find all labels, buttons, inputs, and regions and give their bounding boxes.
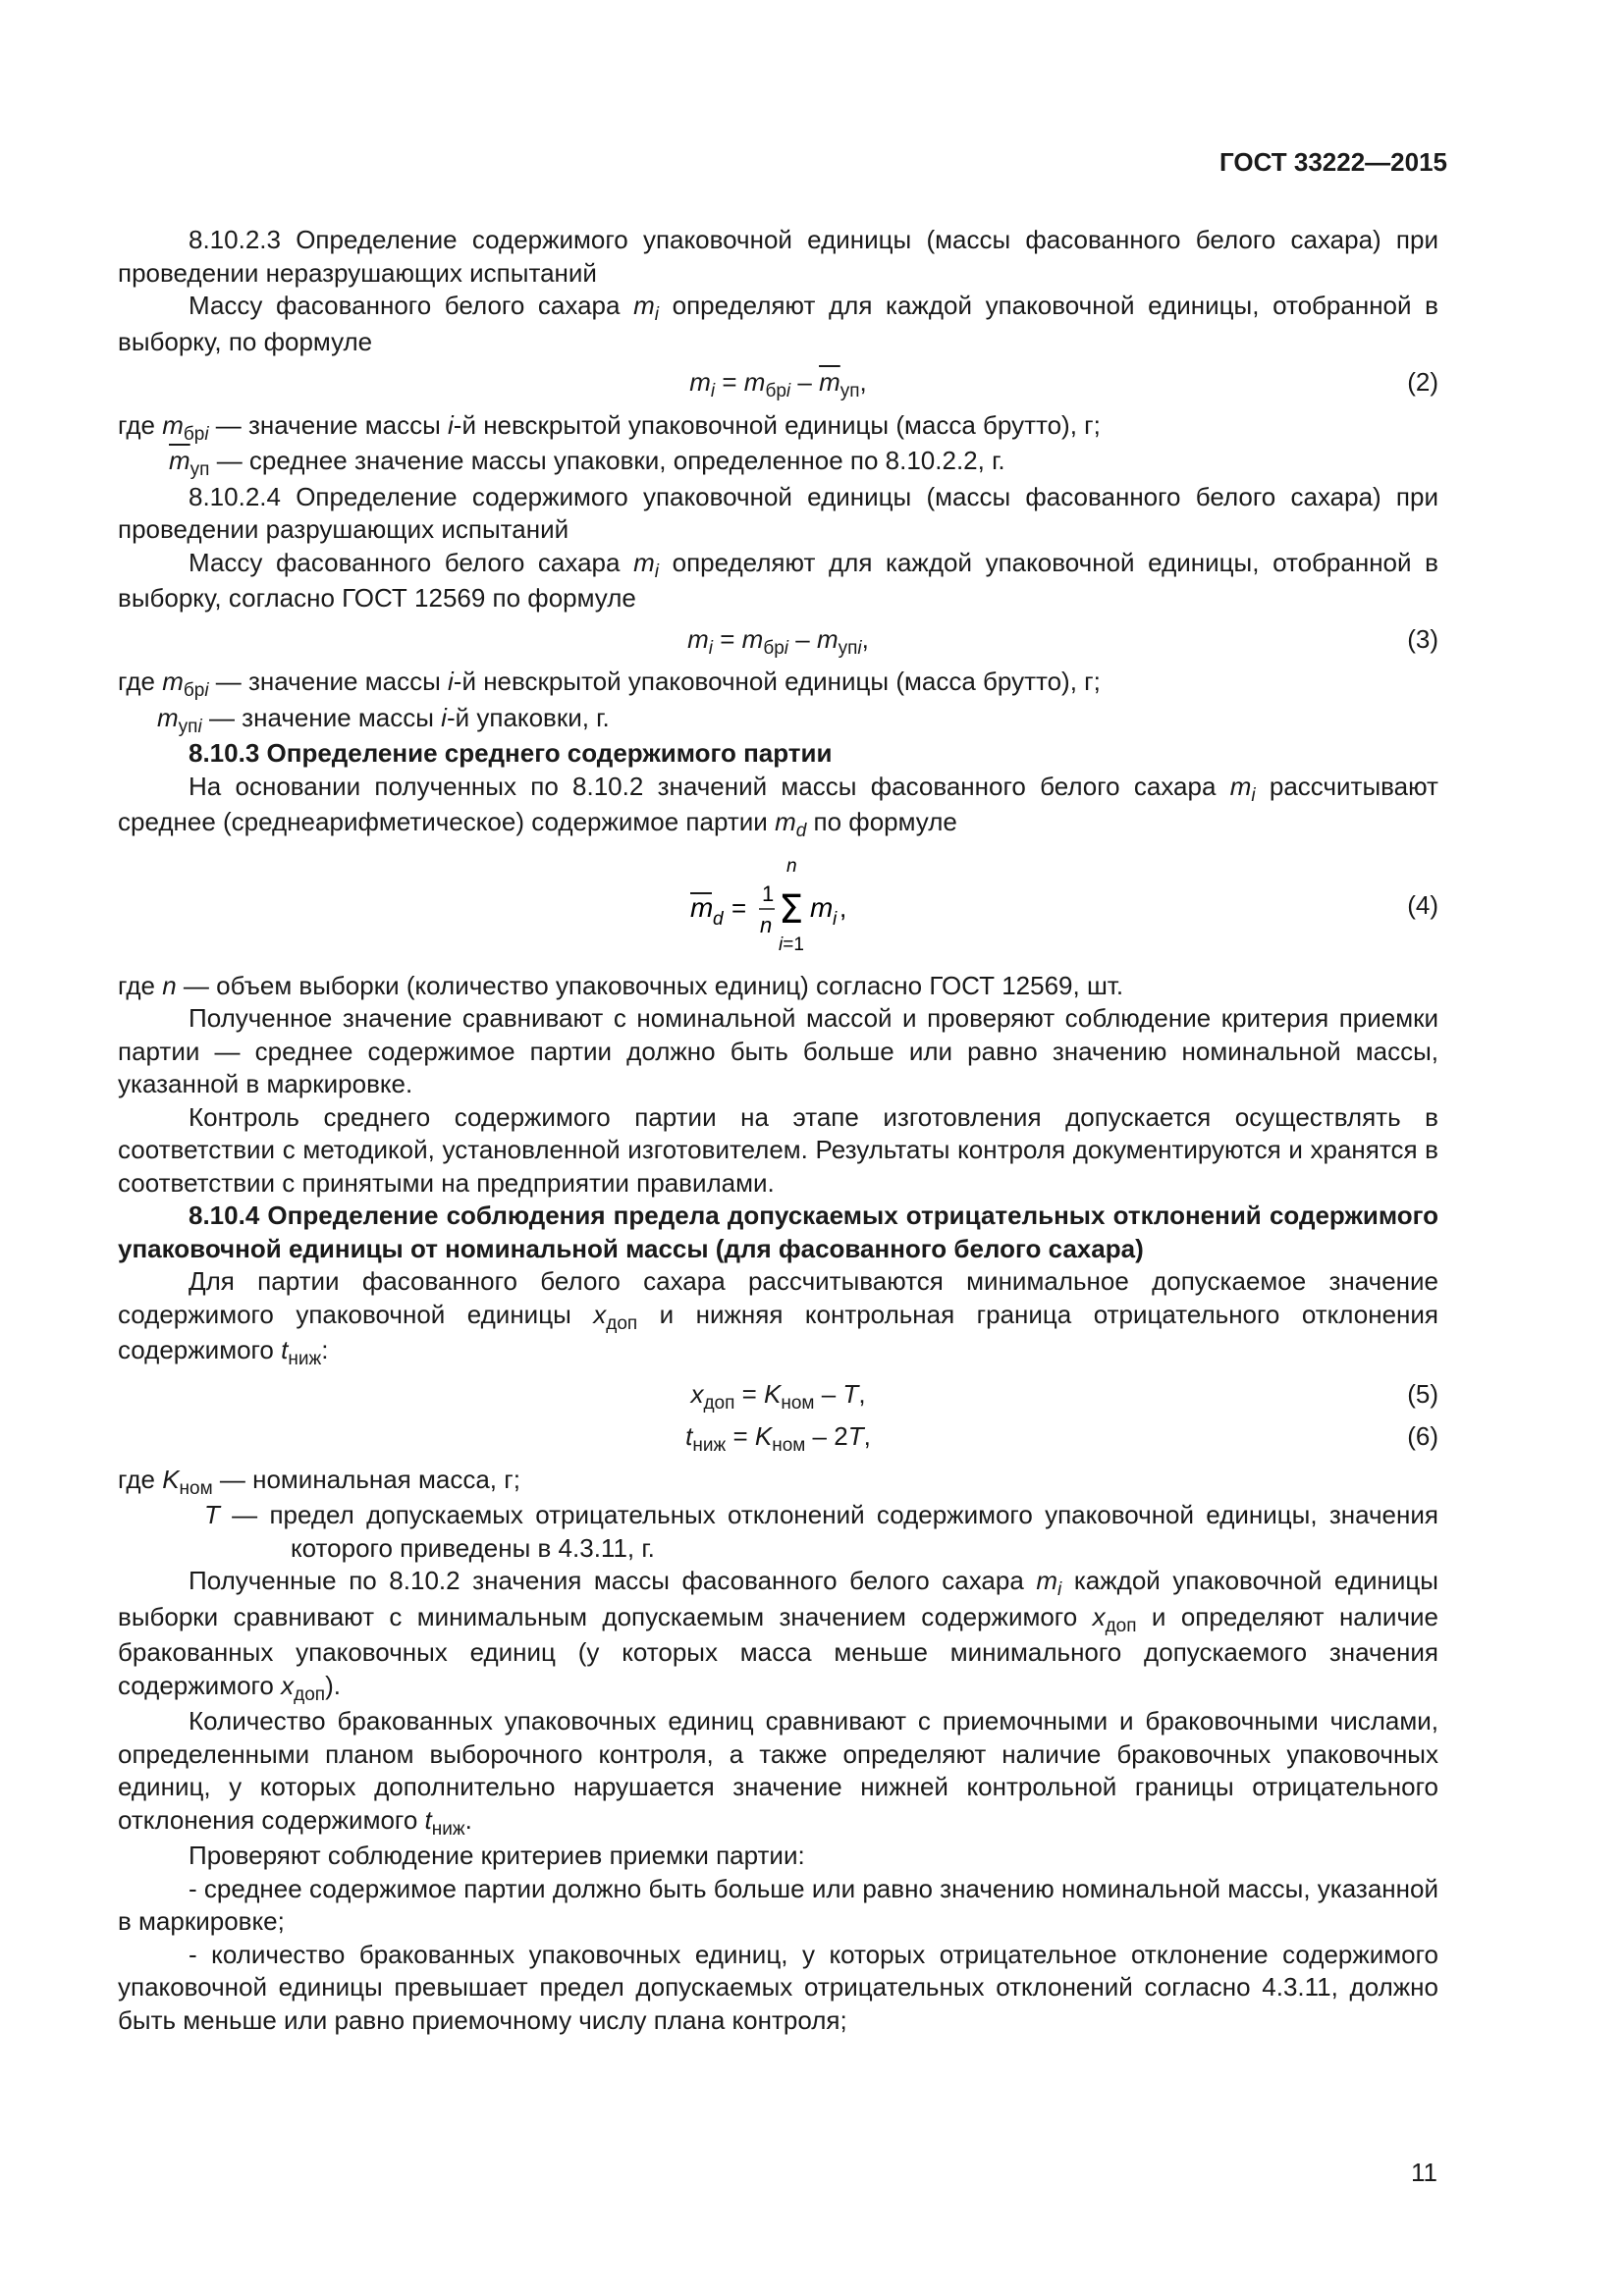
where-clause: где $K_{ном}$ — номинальная масса, г; [118, 1464, 520, 1499]
document-body [118, 224, 1438, 2037]
equation-number: (2) [1407, 367, 1438, 397]
page-number: 11 [1411, 2158, 1437, 2187]
document-header-id: ГОСТ 33222—2015 [1219, 147, 1447, 177]
paragraph: На основании полученных по 8.10.2 значений массы фасованного белого сахара $m_i$ рассчитывают среднее (среднеарифметическое) содержимое партии $m_d$ по формуле [118, 771, 1438, 841]
equation-number: (3) [1407, 623, 1438, 654]
where-clause: $m_{упi}$ — значение массы i-й упаковки, г. [157, 702, 610, 737]
svg-text:m: m [809, 891, 833, 923]
equation-number: (6) [1407, 1421, 1438, 1451]
where-clause: где n — объем выборки (количество упаковочных единиц) согласно ГОСТ 12569, шт. [118, 970, 1124, 1000]
paragraph: Массу фасованного белого сахара $m_i$ определяют для каждой упаковочной единицы, отобранной в выборку, по формуле [118, 291, 1438, 356]
equation-number: (4) [1407, 889, 1438, 920]
where-clause: где $m_{брi}$ — значение массы i-й невскрытой упаковочной единицы (масса брутто), г; [118, 409, 1101, 445]
paragraph: Полученное значение сравнивают с номинальной массой и проверяют соблюдение критерия приемки партии — среднее содержимое партии должно быть больше или равно значению номинальной массы, указанной в маркировке. [118, 1003, 1438, 1098]
paragraph: Массу фасованного белого сахара $m_i$ определяют для каждой упаковочной единицы, отобранной в выборку, согласно ГОСТ 12569 по формуле [118, 547, 1438, 613]
svg-text:,: , [839, 892, 846, 923]
equation-2: $m_i = m_{брi} - \overline{m}_{уп}$, (2) [689, 367, 1438, 401]
list-item: - количество бракованных упаковочных единиц, у которых отрицательное отклонение содержимого упаковочной единицы превышает предел допускаемых отрицательных отклонений согласно 4.3.11, должно быть меньше или равно приемочному числу плана контроля; [118, 1939, 1438, 2035]
equation-5: $x_{доп} = K_{ном} - T$, (5) [690, 1378, 1438, 1414]
svg-text:1: 1 [761, 881, 774, 906]
where-clause: T — предел допускаемых отрицательных отклонений содержимого упаковочной единицы, значения которого приведены в 4.3.11, г. [204, 1500, 1438, 1563]
svg-text:i: i [832, 908, 837, 930]
svg-text:Σ: Σ [778, 886, 803, 933]
svg-text:=: = [731, 892, 746, 923]
paragraph: Проверяют соблюдение критериев приемки партии: [189, 1841, 805, 1870]
svg-text:n: n [785, 855, 797, 877]
equation-4 [118, 846, 1438, 964]
equation-number: (5) [1407, 1378, 1438, 1409]
equation-6: $t_{ниж} = K_{ном} - 2T$, (6) [685, 1421, 1438, 1456]
section-8-10-2-3: 8.10.2.3 Определение содержимого упаковочной единицы (массы фасованного белого сахара) при проведении неразрушающих испытаний [118, 225, 1438, 288]
paragraph: Контроль среднего содержимого партии на этапе изготовления допускается осуществлять в соответствии с методикой, установленной изготовителем. Результаты контроля документируются и хранятся в соответствии с принятыми на предприятии правилами. [118, 1101, 1438, 1198]
where-clause: $\overline{m}_{уп}$ — среднее значение массы упаковки, определенное по 8.10.2.2, г. [169, 446, 1005, 480]
section-8-10-2-4: 8.10.2.4 Определение содержимого упаковочной единицы (массы фасованного белого сахара) при проведении разрушающих испытаний [118, 481, 1438, 544]
svg-text:d: d [712, 908, 724, 930]
paragraph: Для партии фасованного белого сахара рассчитываются минимальное допускаемое значение содержимого упаковочной единицы $x_{доп}$ и нижняя контрольная граница отрицательного отклонения содержимого $t_{ниж}$: [118, 1266, 1438, 1369]
where-clause: где $m_{брi}$ — значение массы i-й невскрытой упаковочной единицы (масса брутто), г; [118, 667, 1101, 701]
section-heading-8-10-3: 8.10.3 Определение среднего содержимого партии [189, 738, 833, 768]
svg-text:m: m [689, 891, 713, 923]
paragraph: Количество бракованных упаковочных единиц сравнивают с приемочными и браковочными числами, определенными планом выборочного контроля, а также определяют наличие браковочных упаковочных единиц, у которых дополнительно нарушается значение нижней контрольной границы отрицательного отклонения содержимого $t_{ниж}$. [118, 1706, 1438, 1840]
mean-formula [680, 846, 877, 964]
equation-3: $m_i = m_{брi} - m_{упi}$, (3) [687, 623, 1438, 659]
paragraph: Полученные по 8.10.2 значения массы фасованного белого сахара $m_i$ каждой упаковочной единицы выборки сравнивают с минимальным допускаемым значением содержимого $x_{доп}$ и определяют наличие бракованных упаковочных единиц (у которых масса меньше минимального допускаемого значения содержимого $x_{доп}$). [118, 1566, 1438, 1705]
section-heading-8-10-4: 8.10.4 Определение соблюдения предела допускаемых отрицательных отклонений содержимого упаковочной единицы от номинальной массы (для фасованного белого сахара) [118, 1201, 1438, 1263]
svg-text:i=1: i=1 [778, 934, 804, 955]
svg-text:n: n [759, 912, 772, 937]
list-item: - среднее содержимое партии должно быть больше или равно значению номинальной массы, указанной в маркировке; [118, 1873, 1438, 1936]
